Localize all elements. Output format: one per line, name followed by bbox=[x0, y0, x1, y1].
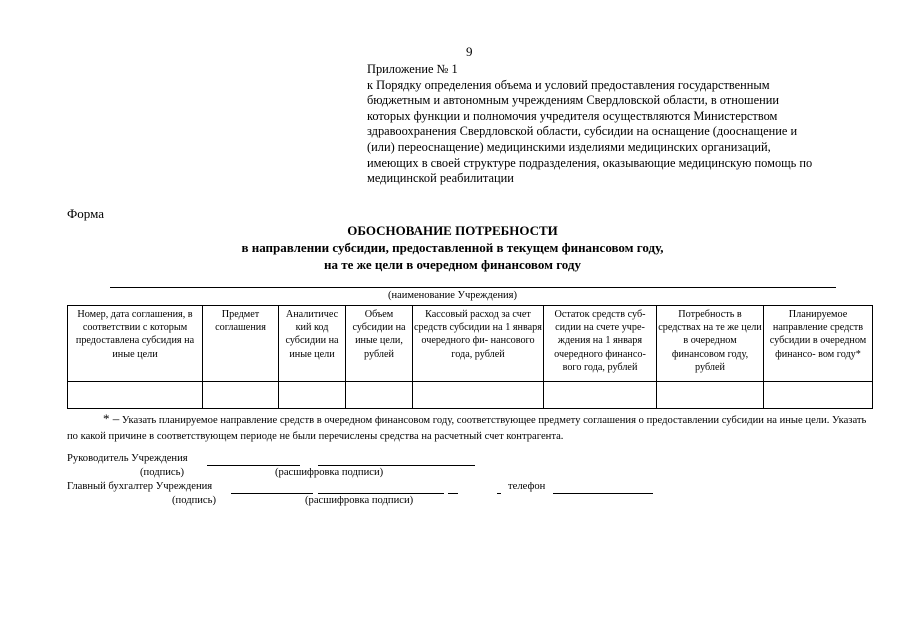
table-cell[interactable] bbox=[657, 382, 764, 409]
head-signature-line[interactable] bbox=[207, 465, 300, 466]
table-header-row bbox=[68, 306, 873, 382]
table-cell[interactable] bbox=[203, 382, 279, 409]
table-cell[interactable] bbox=[68, 382, 203, 409]
accountant-signature-line[interactable] bbox=[231, 493, 313, 494]
table-cell[interactable] bbox=[764, 382, 873, 409]
table-cell[interactable] bbox=[413, 382, 544, 409]
accountant-sign-caption: (подпись) bbox=[172, 495, 216, 506]
head-label: Руководитель Учреждения bbox=[67, 453, 188, 464]
form-label: Форма bbox=[67, 206, 104, 221]
chief-accountant-label: Главный бухгалтер Учреждения bbox=[67, 481, 213, 492]
table-cell[interactable] bbox=[279, 382, 346, 409]
appendix-line: имеющих в своей структуре подразделения, оказывающие медицинскую помощь по bbox=[367, 155, 813, 170]
header-cash-expense: Кассовый расход за счет средств субсидии на 1 января очередного фи- нансового года, рублей bbox=[413, 306, 544, 382]
table-cell[interactable] bbox=[346, 382, 413, 409]
head-decode-line[interactable] bbox=[318, 465, 475, 466]
appendix-line: которых функции и полномочия учредителя осуществляются Министерством bbox=[367, 108, 778, 123]
header-analytic-code: Аналитичес кий код субсидии на иные цели bbox=[279, 306, 346, 382]
appendix-line: к Порядку определения объема и условий предоставления государственным bbox=[367, 77, 770, 92]
footnote-star: * – bbox=[103, 411, 120, 426]
document-title bbox=[0, 222, 905, 273]
appendix-line: медицинской реабилитации bbox=[367, 171, 514, 186]
title-line-3: на те же цели в очередном финансовом году bbox=[324, 257, 581, 272]
appendix-block bbox=[367, 62, 877, 187]
header-remaining-funds: Остаток средств суб- сидии на счете учре- ждения на 1 января очередного финансо- вого года, рублей bbox=[544, 306, 657, 382]
header-planned-direction: Планируемое направление средств субсидии в очередном финансо- вом году* bbox=[764, 306, 873, 382]
accountant-decode-line[interactable] bbox=[318, 493, 444, 494]
phone-label: телефон bbox=[508, 481, 546, 492]
phone-prefix-line bbox=[497, 493, 501, 494]
header-agreement-number: Номер, дата соглашения, в соответствии с которым предоставлена субсидия на иные цели bbox=[68, 306, 203, 382]
header-need: Потребность в средствах на те же цели в очередном финансовом году, рублей bbox=[657, 306, 764, 382]
appendix-title: Приложение № 1 bbox=[367, 62, 458, 76]
appendix-line: бюджетным и автономным учреждениям Свердловской области, в отношении bbox=[367, 93, 779, 108]
justification-table bbox=[67, 305, 873, 409]
header-subsidy-volume: Объем субсидии на иные цели, рублей bbox=[346, 306, 413, 382]
institution-caption: (наименование Учреждения) bbox=[387, 290, 518, 301]
institution-name-line bbox=[110, 287, 836, 288]
title-line-2: в направлении субсидии, предоставленной в текущем финансовом году, bbox=[241, 240, 664, 255]
accountant-extra-line bbox=[448, 493, 458, 494]
header-agreement-subject: Предмет соглашения bbox=[203, 306, 279, 382]
head-decode-caption: (расшифровка подписи) bbox=[275, 467, 384, 478]
appendix-line: здравоохранения Свердловской области, субсидии на оснащение (дооснащение и bbox=[367, 124, 798, 139]
head-sign-caption: (подпись) bbox=[140, 467, 184, 478]
accountant-decode-caption: (расшифровка подписи) bbox=[305, 495, 414, 506]
table-row bbox=[68, 382, 873, 409]
phone-line[interactable] bbox=[553, 493, 653, 494]
table-cell[interactable] bbox=[544, 382, 657, 409]
footnote bbox=[67, 411, 877, 445]
appendix-line: (или) переоснащение) медицинскими изделиями медицинских организаций, bbox=[367, 139, 771, 154]
footnote-text: Указать планируемое направление средств в очередном финансовом году, соответствующее предмету соглашения о предоставлении субсидии на иные цели. Указать по какой причине в соответствующем периоде не были перечислены средства на расчетный счет контрагента. bbox=[67, 415, 867, 442]
page-number: 9 bbox=[466, 44, 473, 59]
title-line-1: ОБОСНОВАНИЕ ПОТРЕБНОСТИ bbox=[347, 223, 558, 238]
